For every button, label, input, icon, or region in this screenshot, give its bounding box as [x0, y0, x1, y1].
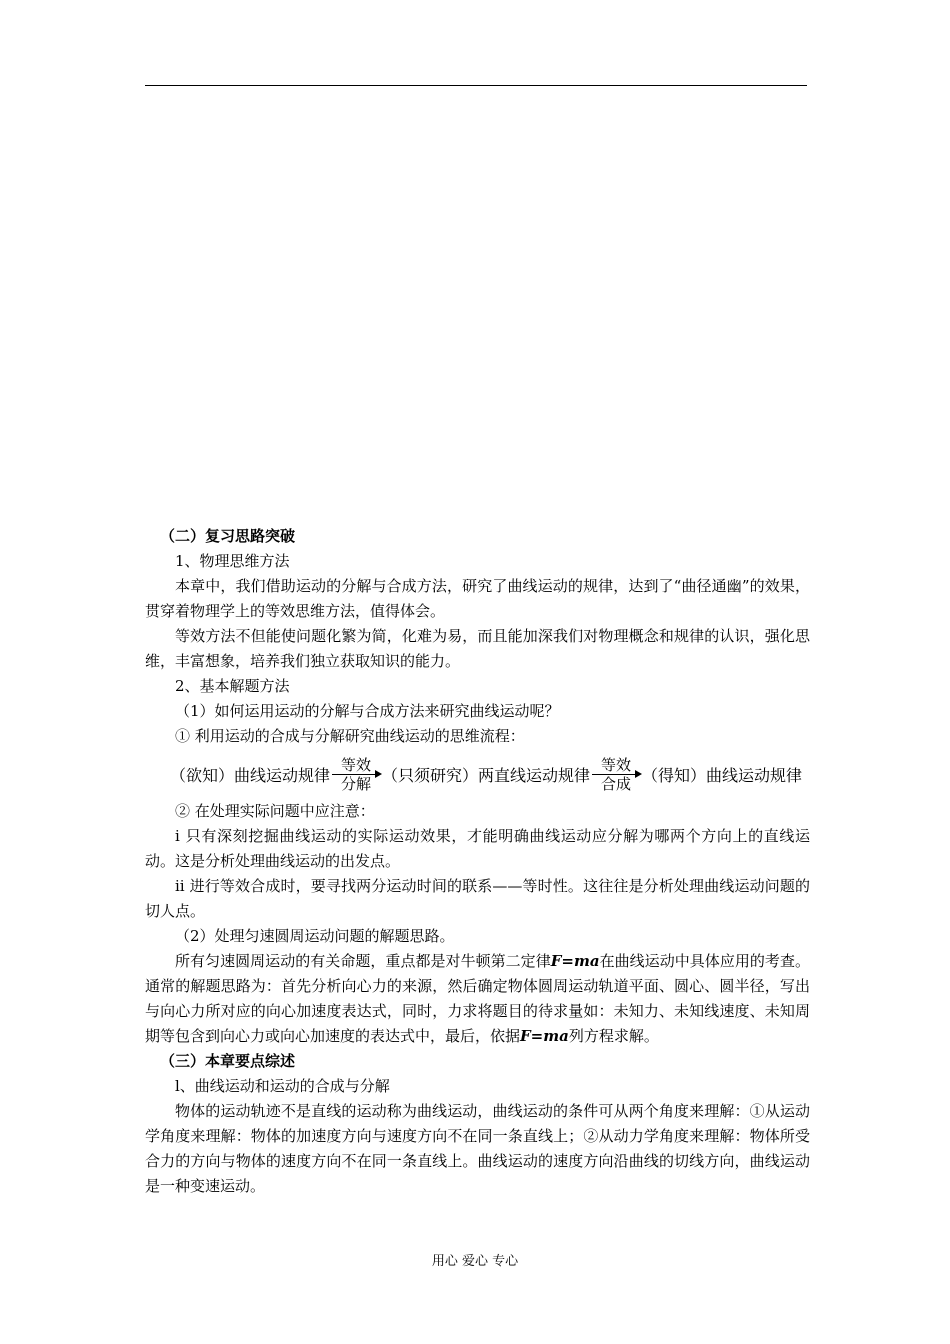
p3-part-b: 在曲线运动中具体应用的考查。通常的解题思路为：首先分析向心力的来源，然后确定物体圆周运动轨道平面、圆心、圆半径，写出与向心力所对应的向心加速度表达式，同时，力求将题目的待求量如：未知力、未知线速度、未知周期等包含到向心力或向心加速度的表达式中，最后，依据: [145, 952, 810, 1045]
section3-heading: （三）本章要点综述: [160, 1052, 296, 1070]
point-1: ① 利用运动的合成与分解研究曲线运动的思维流程：: [175, 727, 525, 745]
document-body: [145, 524, 810, 1199]
flow-middle: （只须研究）两直线运动规律: [382, 765, 591, 785]
thinking-flow: [170, 749, 810, 799]
p3-part-a: 所有匀速圆周运动的有关命题，重点都是对牛顿第二定律: [175, 952, 551, 970]
p3-part-c: 列方程求解。: [568, 1027, 659, 1045]
arrow-decompose: [332, 756, 380, 793]
formula-newton: F=ma: [550, 952, 600, 970]
question-2: （2）处理匀速圆周运动问题的解题思路。: [175, 927, 455, 945]
flow-start: （欲知）曲线运动规律: [170, 765, 331, 785]
section2-heading: （二）复习思路突破: [160, 527, 296, 545]
arrow-decompose-top: 等效: [341, 755, 372, 774]
arrow-compose: [592, 756, 640, 793]
section2-p2: 等效方法不但能使问题化繁为简，化难为易，而且能加深我们对物理概念和规律的认识，强化思维，丰富想象，培养我们独立获取知识的能力。: [145, 627, 810, 670]
formula-newton-2: F=ma: [520, 1027, 569, 1045]
section2-sub2: 2、基本解题方法: [175, 677, 290, 695]
section2-p1: 本章中，我们借助运动的分解与合成方法，研究了曲线运动的规律，达到了“曲径通幽”的效果，贯穿着物理学上的等效思维方法，值得体会。: [145, 577, 810, 620]
note-ii: ⅱ 进行等效合成时，要寻找两分运动时间的联系——等时性。这往往是分析处理曲线运动问题的切人点。: [145, 877, 810, 920]
arrow-compose-top: 等效: [601, 755, 632, 774]
section2-sub1: 1、物理思维方法: [175, 552, 290, 570]
arrow-right-icon: [592, 774, 640, 775]
point-2: ② 在处理实际问题中应注意：: [175, 802, 375, 820]
note-i: ⅰ 只有深刻挖掘曲线运动的实际运动效果，才能明确曲线运动应分解为哪两个方向上的直线运动。这是分析处理曲线运动的出发点。: [145, 827, 810, 870]
page-footer: 用心 爱心 专心: [431, 1254, 519, 1269]
section3-p1: 物体的运动轨迹不是直线的运动称为曲线运动，曲线运动的条件可从两个角度来理解：①从运动学角度来理解：物体的加速度方向与速度方向不在同一条直线上；②从动力学角度来理解：物体所受合力的方向与物体的速度方向不在同一条直线上。曲线运动的速度方向沿曲线的切线方向，曲线运动是一种变速运动。: [145, 1102, 810, 1195]
header-rule: [145, 85, 807, 86]
section2-p3: [145, 949, 810, 1049]
arrow-right-icon: [332, 774, 380, 775]
arrow-compose-bottom: 合成: [601, 774, 632, 793]
flow-end: （得知）曲线运动规律: [642, 765, 803, 785]
question-1: （1）如何运用运动的分解与合成方法来研究曲线运动呢？: [175, 702, 560, 720]
section3-sub1: l、曲线运动和运动的合成与分解: [175, 1077, 390, 1095]
arrow-decompose-bottom: 分解: [341, 774, 372, 793]
